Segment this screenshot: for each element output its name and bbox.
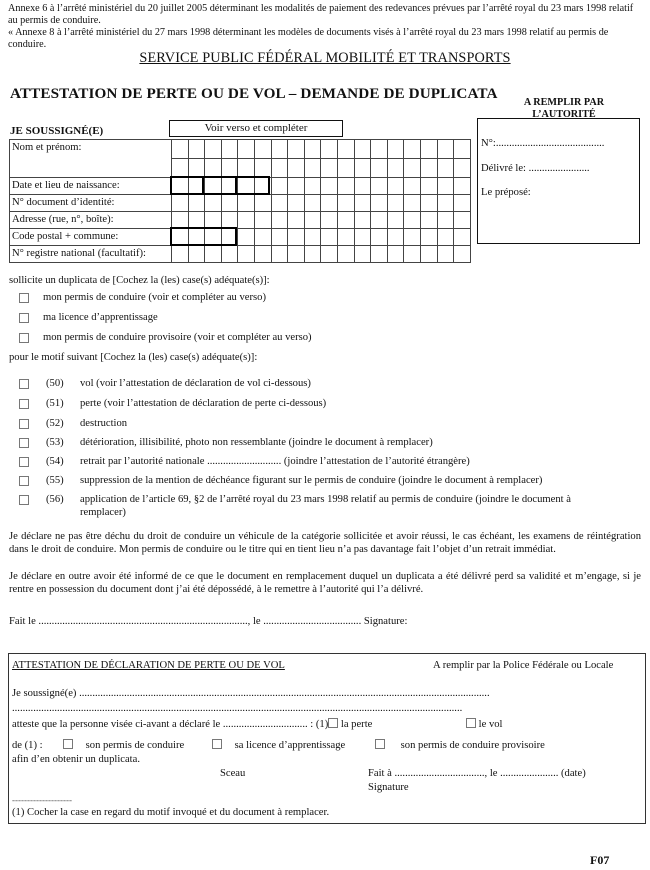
reason-label: vol (voir l’attestation de déclaration de vol ci-dessous) xyxy=(80,378,311,389)
grid-cell[interactable] xyxy=(321,178,338,195)
footnote: (1) Cocher la case en regard du motif invoqué et du document à remplacer. xyxy=(12,807,330,818)
grid-cell[interactable] xyxy=(337,246,354,263)
grid-cell[interactable] xyxy=(304,212,321,229)
reason-code: (53) xyxy=(46,437,64,448)
grid-cell[interactable] xyxy=(371,212,388,229)
form-code: F07 xyxy=(590,853,610,867)
grid-cell[interactable] xyxy=(288,195,305,212)
grid-cell[interactable] xyxy=(238,159,255,178)
duplicate-option-label: ma licence d’apprentissage xyxy=(43,312,158,323)
identity-field-label: Code postal + commune: xyxy=(10,229,172,246)
reason-code: (51) xyxy=(46,398,64,409)
grid-cell[interactable] xyxy=(337,229,354,246)
undersigned-field[interactable]: Je soussigné(e) ........................................................................................................................................................... xyxy=(12,688,490,699)
police-doc-label: son permis de conduire provisoire xyxy=(400,740,545,751)
duplicate-intro: sollicite un duplicata de [Cochez la (les) case(s) adéquate(s)]: xyxy=(9,275,270,286)
grid-cell[interactable] xyxy=(188,140,205,159)
grid-cell[interactable] xyxy=(454,212,471,229)
grid-cell[interactable] xyxy=(172,246,189,263)
grid-cell[interactable] xyxy=(288,246,305,263)
reason-label: perte (voir l’attestation de déclaration de perte ci-dessous) xyxy=(80,398,327,409)
identity-row xyxy=(10,246,471,263)
grid-cell[interactable] xyxy=(254,195,271,212)
police-fill-note: A remplir par la Police Fédérale ou Locale xyxy=(433,660,614,671)
identity-row xyxy=(10,140,471,159)
postal-code-group xyxy=(170,227,237,246)
grid-cell[interactable] xyxy=(337,178,354,195)
grid-cell[interactable] xyxy=(337,212,354,229)
grid-cell[interactable] xyxy=(454,140,471,159)
grid-cell[interactable] xyxy=(371,195,388,212)
declaration-paragraph-1: Je déclare ne pas être déchu du droit de conduire un véhicule de la catégorie sollicitée et avoir réussi, le cas échéant, les examens de réintégration dans le droit de conduire. Mon permis de conduire ou le titre qui en tient lieu n’a pas davantage fait l’objet d’un retrait immédiat. xyxy=(9,531,641,556)
grid-cell[interactable] xyxy=(221,140,238,159)
grid-cell[interactable] xyxy=(238,212,255,229)
identity-row xyxy=(10,229,471,246)
grid-cell[interactable] xyxy=(354,159,371,178)
grid-cell[interactable] xyxy=(271,195,288,212)
reason-label: détérioration, illisibilité, photo non ressemblante (joindre le document à remplacer) xyxy=(80,437,433,448)
police-doc-option[interactable] xyxy=(212,739,345,752)
authority-heading-line1: A REMPLIR PAR xyxy=(523,97,605,108)
grid-cell[interactable] xyxy=(371,178,388,195)
grid-cell[interactable] xyxy=(404,195,421,212)
grid-cell[interactable] xyxy=(172,140,189,159)
identity-field-label: Nom et prénom: xyxy=(10,140,172,178)
reason-code: (52) xyxy=(46,418,64,429)
grid-cell[interactable] xyxy=(404,212,421,229)
grid-cell[interactable] xyxy=(172,212,189,229)
birth-year-group xyxy=(235,176,270,195)
reason-label: retrait par l’autorité nationale ............................ (joindre l’attestation de l’autorité étrangère) xyxy=(80,456,470,467)
grid-cell[interactable] xyxy=(205,140,222,159)
reason-code: (54) xyxy=(46,456,64,467)
police-doc-label: sa licence d’apprentissage xyxy=(234,740,346,751)
checkbox[interactable] xyxy=(19,419,29,429)
checkbox[interactable] xyxy=(19,399,29,409)
grid-cell[interactable] xyxy=(404,229,421,246)
grid-cell[interactable] xyxy=(420,159,437,178)
grid-cell[interactable] xyxy=(188,159,205,178)
grid-cell[interactable] xyxy=(387,195,404,212)
identity-heading: JE SOUSSIGNÉ(E) xyxy=(10,125,104,137)
grid-cell[interactable] xyxy=(420,212,437,229)
grid-cell[interactable] xyxy=(354,246,371,263)
grid-cell[interactable] xyxy=(454,195,471,212)
reason-intro: pour le motif suivant [Cochez la (les) case(s) adéquate(s)]: xyxy=(9,352,258,363)
identity-row xyxy=(10,195,471,212)
done-at-field[interactable]: Fait à .................................., le ...................... (date) xyxy=(368,768,586,779)
police-signature-label: Signature xyxy=(368,782,409,793)
grid-cell[interactable] xyxy=(304,229,321,246)
grid-cell[interactable] xyxy=(288,140,305,159)
grid-cell[interactable] xyxy=(454,178,471,195)
grid-cell[interactable] xyxy=(387,246,404,263)
birth-day-group xyxy=(170,176,204,195)
reason-code: (55) xyxy=(46,475,64,486)
grid-cell[interactable] xyxy=(304,246,321,263)
grid-cell[interactable] xyxy=(221,195,238,212)
signature-line[interactable]: Fait le ..............................................................................., le ..................................... Signature: xyxy=(9,616,408,627)
loss-label: la perte xyxy=(340,719,373,730)
of-label: de (1) : xyxy=(12,740,43,751)
authority-box xyxy=(477,118,640,244)
authority-number-field[interactable]: N°:......................................... xyxy=(481,138,605,149)
grid-cell[interactable] xyxy=(288,178,305,195)
checkbox[interactable] xyxy=(19,293,29,303)
grid-cell[interactable] xyxy=(288,159,305,178)
grid-cell[interactable] xyxy=(172,195,189,212)
grid-cell[interactable] xyxy=(420,229,437,246)
grid-cell[interactable] xyxy=(420,178,437,195)
grid-cell[interactable] xyxy=(404,246,421,263)
grid-cell[interactable] xyxy=(321,195,338,212)
theft-label: le vol xyxy=(478,719,503,730)
grid-cell[interactable] xyxy=(321,246,338,263)
grid-cell[interactable] xyxy=(437,246,454,263)
grid-cell[interactable] xyxy=(354,229,371,246)
checkbox[interactable] xyxy=(19,333,29,343)
grid-cell[interactable] xyxy=(437,178,454,195)
grid-cell[interactable] xyxy=(371,229,388,246)
grid-cell[interactable] xyxy=(188,212,205,229)
grid-cell[interactable] xyxy=(271,178,288,195)
grid-cell[interactable] xyxy=(221,212,238,229)
grid-cell[interactable] xyxy=(188,195,205,212)
grid-cell[interactable] xyxy=(387,178,404,195)
grid-cell[interactable] xyxy=(271,159,288,178)
authority-issued-field[interactable]: Délivré le: ....................... xyxy=(481,163,590,174)
grid-cell[interactable] xyxy=(321,229,338,246)
seal-label: Sceau xyxy=(220,768,246,779)
grid-cell[interactable] xyxy=(454,159,471,178)
authority-heading-line2: L’AUTORITÉ xyxy=(532,109,596,120)
reason-code: (50) xyxy=(46,378,64,389)
grid-cell[interactable] xyxy=(304,140,321,159)
grid-cell[interactable] xyxy=(321,140,338,159)
identity-row xyxy=(10,212,471,229)
grid-cell[interactable] xyxy=(437,140,454,159)
grid-cell[interactable] xyxy=(337,159,354,178)
birth-month-group xyxy=(202,176,237,195)
police-doc-option[interactable] xyxy=(63,739,184,752)
checkbox[interactable] xyxy=(19,313,29,323)
identity-field-label: N° document d’identité: xyxy=(10,195,172,212)
grid-cell[interactable] xyxy=(354,195,371,212)
police-doc-label: son permis de conduire xyxy=(85,740,185,751)
grid-cell[interactable] xyxy=(172,159,189,178)
checkbox[interactable] xyxy=(19,457,29,467)
checkbox[interactable] xyxy=(375,739,385,749)
grid-cell[interactable] xyxy=(337,195,354,212)
grid-cell[interactable] xyxy=(254,140,271,159)
checkbox[interactable] xyxy=(19,379,29,389)
reason-label: suppression de la mention de déchéance figurant sur le permis de conduire (joindre le document à remplacer) xyxy=(80,475,543,486)
grid-cell[interactable] xyxy=(304,178,321,195)
see-back-note: Voir verso et compléter xyxy=(169,120,343,137)
grid-cell[interactable] xyxy=(288,229,305,246)
grid-cell[interactable] xyxy=(371,140,388,159)
grid-cell[interactable] xyxy=(205,195,222,212)
grid-cell[interactable] xyxy=(221,246,238,263)
page-title: ATTESTATION DE PERTE OU DE VOL – DEMANDE DE DUPLICATA xyxy=(10,85,498,102)
theft-checkbox[interactable] xyxy=(466,718,476,728)
identity-field-label: Date et lieu de naissance: xyxy=(10,178,172,195)
grid-cell[interactable] xyxy=(371,159,388,178)
grid-cell[interactable] xyxy=(387,212,404,229)
grid-cell[interactable] xyxy=(288,212,305,229)
declaration-paragraph-2: Je déclare en outre avoir été informé de ce que le document en remplacement duquel un duplicata a été délivré perd sa validité et m’engage, si je rentre en possession du document dont j’ai été dépossédé, à le remettre à l’autorité qui l’a délivré. xyxy=(9,571,641,596)
grid-cell[interactable] xyxy=(205,212,222,229)
service-heading: SERVICE PUBLIC FÉDÉRAL MOBILITÉ ET TRANSPORTS xyxy=(139,50,511,66)
grid-cell[interactable] xyxy=(238,195,255,212)
grid-cell[interactable] xyxy=(387,140,404,159)
grid-cell[interactable] xyxy=(271,246,288,263)
grid-cell[interactable] xyxy=(188,246,205,263)
grid-cell[interactable] xyxy=(205,159,222,178)
identity-field-label: N° registre national (facultatif): xyxy=(10,246,172,263)
police-box-title: ATTESTATION DE DÉCLARATION DE PERTE OU DE VOL xyxy=(12,660,285,671)
grid-cell[interactable] xyxy=(404,159,421,178)
reason-label: destruction xyxy=(80,418,128,429)
police-declaration-box xyxy=(8,653,646,824)
grid-cell[interactable] xyxy=(205,246,222,263)
grid-cell[interactable] xyxy=(304,195,321,212)
grid-cell[interactable] xyxy=(271,229,288,246)
grid-cell[interactable] xyxy=(321,212,338,229)
checkbox[interactable] xyxy=(63,739,73,749)
grid-cell[interactable] xyxy=(337,140,354,159)
grid-cell[interactable] xyxy=(354,178,371,195)
grid-cell[interactable] xyxy=(238,140,255,159)
grid-cell[interactable] xyxy=(420,246,437,263)
identity-field-label: Adresse (rue, n°, boîte): xyxy=(10,212,172,229)
grid-cell[interactable] xyxy=(454,246,471,263)
checkbox[interactable] xyxy=(19,476,29,486)
grid-cell[interactable] xyxy=(404,178,421,195)
grid-cell[interactable] xyxy=(387,229,404,246)
grid-cell[interactable] xyxy=(420,195,437,212)
grid-cell[interactable] xyxy=(238,246,255,263)
grid-cell[interactable] xyxy=(221,159,238,178)
grid-cell[interactable] xyxy=(437,229,454,246)
undersigned-continued-field[interactable]: .......................................................................................................................................................................... xyxy=(12,703,463,714)
duplicate-option-label: mon permis de conduire (voir et compléter au verso) xyxy=(43,292,266,303)
annex8-note: « Annexe 8 à l’arrêté ministériel du 27 mars 1998 déterminant les modèles de documents visés à l’arrêté royal du 23 mars 1998 relatif au permis de conduire. xyxy=(8,27,609,50)
grid-cell[interactable] xyxy=(304,159,321,178)
authority-officer-field[interactable]: Le préposé: xyxy=(481,187,531,198)
theft-option[interactable] xyxy=(466,718,503,731)
duplicate-option-label: mon permis de conduire provisoire (voir et compléter au verso) xyxy=(43,332,312,343)
grid-cell[interactable] xyxy=(354,140,371,159)
footnote-separator: -------------------- xyxy=(12,795,72,805)
attest-line xyxy=(12,718,372,731)
loss-checkbox[interactable] xyxy=(328,718,338,728)
grid-cell[interactable] xyxy=(271,140,288,159)
identity-grid xyxy=(9,139,471,263)
checkbox[interactable] xyxy=(19,438,29,448)
grid-cell[interactable] xyxy=(254,246,271,263)
grid-cell[interactable] xyxy=(354,212,371,229)
grid-cell[interactable] xyxy=(321,159,338,178)
grid-cell[interactable] xyxy=(437,212,454,229)
grid-cell[interactable] xyxy=(454,229,471,246)
reason-label-continued: remplacer) xyxy=(80,507,126,518)
grid-cell[interactable] xyxy=(437,195,454,212)
grid-cell[interactable] xyxy=(271,212,288,229)
grid-cell[interactable] xyxy=(420,140,437,159)
grid-cell[interactable] xyxy=(371,246,388,263)
purpose-text: afin d’en obtenir un duplicata. xyxy=(12,754,140,765)
grid-cell[interactable] xyxy=(254,229,271,246)
grid-cell[interactable] xyxy=(238,229,255,246)
grid-cell[interactable] xyxy=(254,212,271,229)
police-doc-option[interactable] xyxy=(375,739,545,752)
grid-cell[interactable] xyxy=(437,159,454,178)
grid-cell[interactable] xyxy=(387,159,404,178)
attest-text: atteste que la personne visée ci-avant a déclaré le ................................ : (1) xyxy=(12,719,329,730)
grid-cell[interactable] xyxy=(404,140,421,159)
checkbox[interactable] xyxy=(212,739,222,749)
reason-code: (56) xyxy=(46,494,64,505)
checkbox[interactable] xyxy=(19,495,29,505)
annex6-note: Annexe 6 à l’arrêté ministériel du 20 juillet 2005 déterminant les modalités de paiement des redevances prévues par l’arrêté royal du 23 mars 1998 relatif au permis de conduire. xyxy=(8,3,634,26)
reason-label: application de l’article 69, §2 de l’arrêté royal du 23 mars 1998 relatif au permis de conduire (joindre le document à xyxy=(80,494,571,505)
grid-cell[interactable] xyxy=(254,159,271,178)
